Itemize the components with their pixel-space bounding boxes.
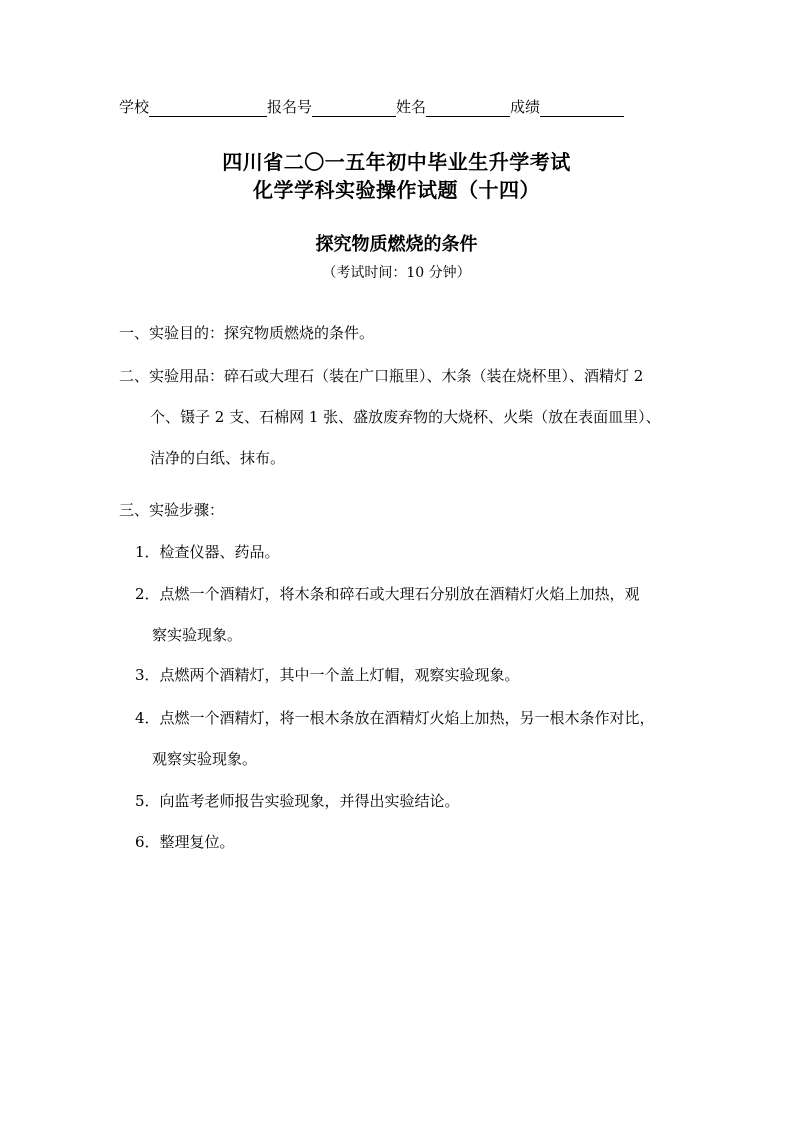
- registration-number-blank[interactable]: [312, 100, 396, 117]
- step-2-line2: 察实验现象。: [152, 626, 243, 644]
- registration-number-label: 报名号: [267, 98, 313, 116]
- step-2-line1: 2．点燃一个酒精灯，将木条和碎石或大理石分别放在酒精灯火焰上加热，观: [135, 585, 640, 603]
- section-materials-line1: 二、实验用品：碎石或大理石（装在广口瓶里）、木条（装在烧杯里）、酒精灯 2: [119, 367, 644, 385]
- candidate-info-row: [119, 96, 624, 117]
- section-steps-heading: 三、实验步骤：: [119, 501, 225, 519]
- step-3: 3．点燃两个酒精灯，其中一个盖上灯帽，观察实验现象。: [135, 666, 520, 684]
- experiment-title: 探究物质燃烧的条件: [315, 234, 478, 255]
- section-purpose: 一、实验目的：探究物质燃烧的条件。: [119, 324, 375, 342]
- exam-title-line2: 化学学科实验操作试题（十四）: [253, 178, 540, 202]
- school-label: 学校: [119, 98, 150, 116]
- step-6: 6．整理复位。: [135, 833, 235, 851]
- score-blank[interactable]: [540, 100, 624, 117]
- section-materials-line2: 个、镊子 2 支、石棉网 1 张、盛放废弃物的大烧杯、火柴（放在表面皿里）、: [150, 408, 661, 426]
- step-5: 5．向监考老师报告实验现象，并得出实验结论。: [135, 792, 460, 810]
- section-materials-line3: 洁净的白纸、抹布。: [150, 449, 286, 467]
- step-1: 1．检查仪器、药品。: [135, 543, 280, 561]
- school-blank[interactable]: [149, 100, 267, 117]
- step-4-line1: 4．点燃一个酒精灯，将一根木条放在酒精灯火焰上加热，另一根木条作对比，: [135, 709, 655, 727]
- score-label: 成绩: [510, 98, 541, 116]
- exam-duration: （考试时间：10 分钟）: [322, 265, 471, 281]
- name-label: 姓名: [396, 98, 427, 116]
- step-4-line2: 观察实验现象。: [152, 750, 258, 768]
- name-blank[interactable]: [426, 100, 510, 117]
- exam-title-line1: 四川省二〇一五年初中毕业生升学考试: [222, 150, 571, 174]
